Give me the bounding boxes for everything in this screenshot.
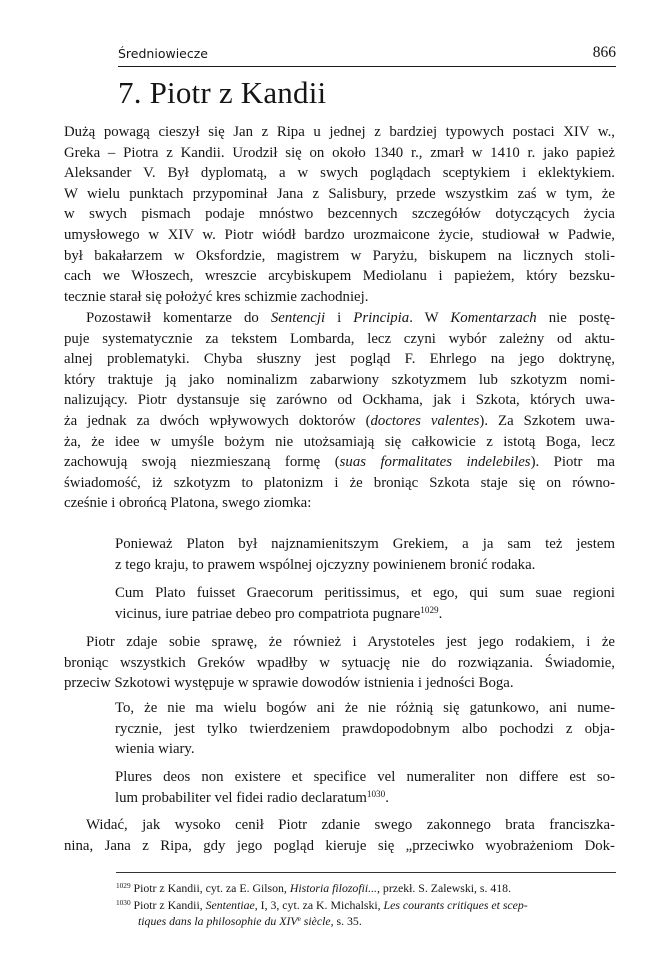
quote-line: To, że nie ma wielu bogów ani że nie różnią się gatunkowo, ani nume- [115, 700, 615, 716]
footnote-ref-1030[interactable]: 1030 [366, 788, 386, 799]
footnote-1030-continuation: tiques dans la philosophie du XIVe siècle, s. 35. [138, 913, 362, 928]
running-header [118, 44, 616, 67]
text-line: Aleksander V. Był dyplomatą, a w swych poglądach sceptykiem i eklektykiem. [64, 165, 615, 182]
text-line: W wielu punktach przypominał Jana z Salisbury, przede wszystkim zaś w tym, że [64, 185, 615, 202]
text-line: alnej problematyki. Chyba słuszny jest pogląd F. Ehrlego na jego doktrynę, [64, 351, 615, 368]
footnote-1029: $^{1029}$ Piotr z Kandii, cyt. za E. Gilson, Historia filozofii..., przekł. S. Zalewski, s. 418. [116, 880, 512, 895]
quote-latin-2 [115, 767, 615, 808]
page-number: 866 [592, 44, 616, 61]
paragraph-4 [64, 815, 615, 856]
footnote-1030: $^{1030}$ Piotr z Kandii, Sententiae, I, 3, cyt. za K. Michalski, Les courants critiques et scep- [116, 897, 528, 912]
text-line: umysłowego w XIV w. Piotr wiódł bardzo urozmaicone życie, studiował w Padwie, [64, 226, 615, 243]
text-line: w swych pismach podaje mnóstwo bezcennych szczegółów dotyczących życia [64, 206, 615, 223]
text-line: zachowują swoją niezmieszaną formę (suas formalitates indelebiles). Piotr ma [64, 454, 616, 471]
paragraph-1 [64, 122, 615, 307]
chapter-title: 7. Piotr z Kandii [118, 75, 327, 110]
quote-line: Cum Plato fuisset Graecorum peritissimus, et ego, qui sum suae regioni [115, 585, 615, 601]
quote-line: lum probabiliter vel fidei radio declaratum$^{1030}$. [115, 788, 389, 806]
quote-line: wienia wiary. [115, 741, 195, 758]
text-line: tecznie starał się położyć kres schizmie zachodniej. [64, 288, 369, 305]
quote-line: vicinus, iure patriae debeo pro compatriota pugnare$^{1029}$. [115, 604, 443, 622]
footnotes [116, 880, 616, 930]
text-line: ża, że idee w umyśle bożym nie utożsamiają się całkowicie z istotą Boga, lecz [64, 433, 615, 450]
quote-line: Plures deos non existere et specifice vel numeraliter non differe est so- [115, 769, 615, 785]
paragraph-2 [64, 308, 615, 514]
paragraph-3 [64, 632, 615, 694]
running-title: Średniowiecze [118, 46, 208, 61]
text-line: ża jednak za dwóch wpływowych doktorów (doctores valentes). Za Szkotem uwa- [64, 412, 615, 429]
text-line: puje systematycznie za tekstem Lombarda, lecz czyni wybór zależny od aktu- [64, 330, 615, 347]
text-line: który traktuje ją jako nominalizm zabarwiony szkotyzmem lub szkotyzm nomi- [64, 371, 615, 388]
text-line: cześnie i obrońcą Platona, swego ziomka: [64, 495, 312, 512]
text-line: cach we Włoszech, wreszcie arcybiskupem Mediolanu i papieżem, który bezsku- [64, 268, 615, 285]
text-line: Dużą powagą cieszył się Jan z Ripa u jednej z bardziej typowych postaci XIV w., [64, 124, 615, 140]
text-line: Greka – Piotra z Kandii. Urodził się on około 1340 r., zmarł w 1410 r. jako papież [64, 144, 615, 161]
text-line: Pozostawił komentarze do Sentencji i Principia. W Komentarzach nie postę- [86, 310, 616, 326]
text-line: nina, Jana z Ripa, gdy jego pogląd kieruje się „przeciwko wyobrażeniom Dok- [64, 837, 615, 854]
text-line: był bakałarzem w Oksfordzie, magistrem w Paryżu, biskupem na licznych stoli- [64, 247, 615, 264]
quote-line: rycznie, jest tylko twierdzeniem prawdopodobnym albo pochodzi z obja- [115, 720, 615, 737]
quote-latin-1 [115, 583, 615, 624]
text-line: przeciw Szkotowi występuje w sprawie dowodów istnienia i jedności Boga. [64, 675, 514, 692]
text-line: nalizujący. Piotr dystansuje się zarówno od Ockhama, jak i Szkota, których uwa- [64, 392, 615, 409]
quote-polish-1 [115, 534, 615, 575]
footnote-ref-1029[interactable]: 1029 [420, 604, 439, 615]
quote-line: z tego kraju, to prawem wspólnej ojczyzny powinienem bronić rodaka. [115, 556, 536, 573]
quote-polish-2 [115, 698, 615, 760]
quote-line: Ponieważ Platon był najznamienitszym Grekiem, a ja sam też jestem [115, 536, 615, 552]
footnote-divider [116, 872, 616, 873]
text-line: świadomość, iż szkotyzm to platonizm i że broniąc Szkota staje się on równo- [64, 474, 615, 491]
text-line: Piotr zdaje sobie sprawę, że również i Arystoteles jest jego rodakiem, i że [86, 634, 615, 650]
text-line: broniąc wszystkich Greków wpadłby w sytuację nie do rozwiązania. Świadomie, [64, 654, 615, 671]
text-line: Widać, jak wysoko cenił Piotr zdanie swego zakonnego brata franciszka- [86, 817, 615, 833]
